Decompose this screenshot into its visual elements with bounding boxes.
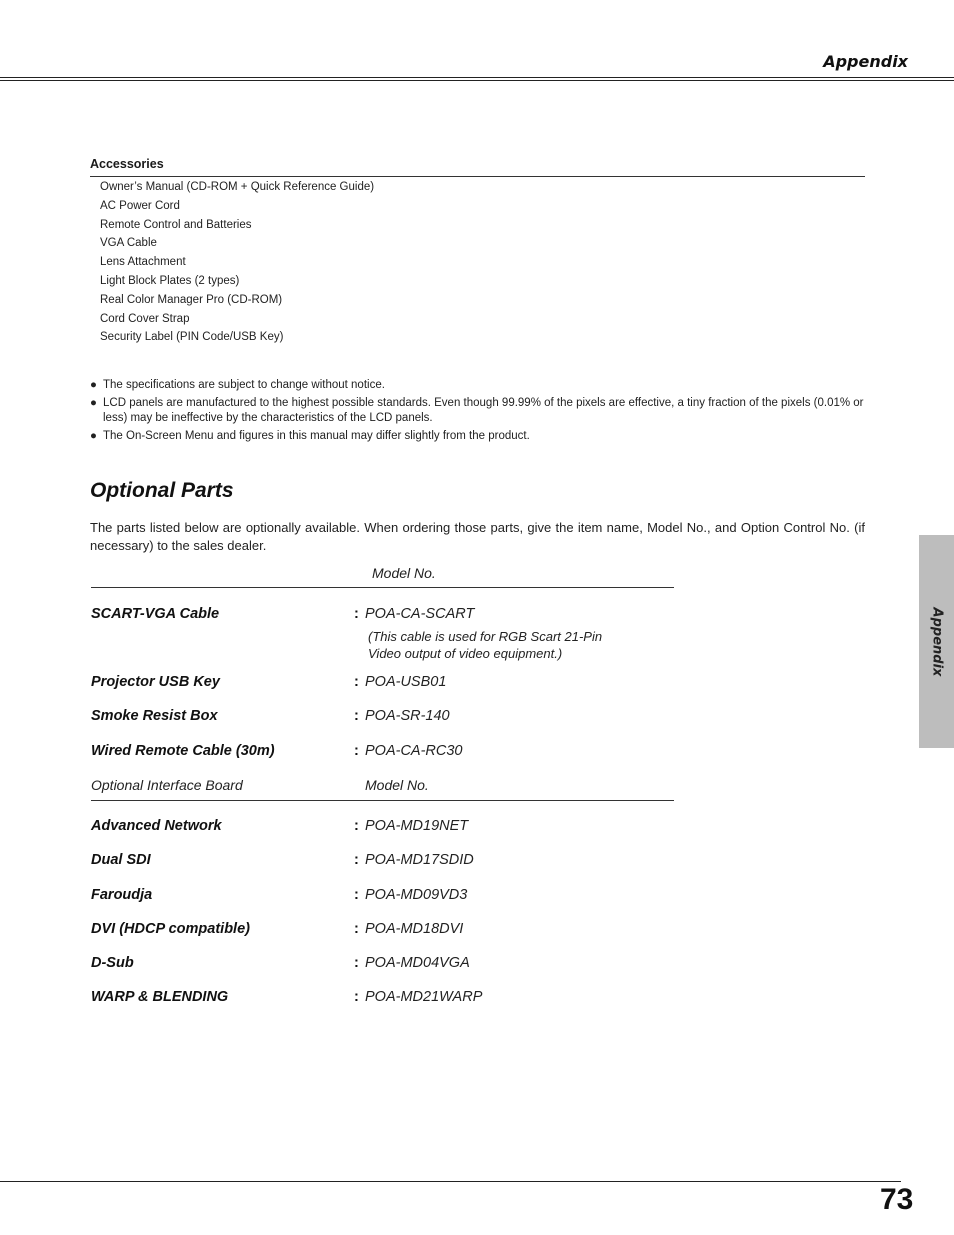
notes-list (90, 378, 865, 446)
note-text: LCD panels are manufactured to the highest possible standards. Even though 99.99% of the pixels are effective, a tiny fraction of the pixels (0.01% or less) may be ineffective by the characteristics of the LCD panels. (103, 396, 864, 424)
board-name: DVI (HDCP compatible) (91, 921, 250, 937)
separator-colon: : (354, 955, 359, 971)
appendix-side-tab (919, 535, 954, 748)
part-model: POA-CA-SCART (365, 606, 475, 622)
header-rule-top (0, 77, 954, 78)
part-model: POA-CA-RC30 (365, 743, 463, 759)
note-item (90, 429, 865, 445)
board-model: POA-MD18DVI (365, 921, 464, 937)
bullet-icon: ● (90, 429, 97, 442)
board-model-column-header: Model No. (365, 777, 429, 793)
board-model: POA-MD09VD3 (365, 887, 468, 903)
scart-note (368, 629, 602, 662)
board-model: POA-MD21WARP (365, 989, 483, 1005)
note-item (90, 378, 865, 394)
list-item: AC Power Cord (100, 199, 180, 212)
part-name: SCART-VGA Cable (91, 606, 220, 622)
scart-note-line: (This cable is used for RGB Scart 21-Pin (368, 629, 603, 644)
board-name: Advanced Network (91, 818, 222, 834)
board-model: POA-MD17SDID (365, 852, 474, 868)
separator-colon: : (354, 743, 359, 759)
separator-colon: : (354, 708, 359, 724)
header-rule-bottom (0, 80, 954, 81)
list-item: Real Color Manager Pro (CD-ROM) (100, 293, 283, 306)
bullet-icon: ● (90, 379, 97, 391)
accessories-title: Accessories (90, 157, 164, 171)
list-item: Cord Cover Strap (100, 312, 190, 325)
note-text: The specifications are subject to change without notice. (103, 379, 385, 391)
separator-colon: : (354, 887, 359, 903)
list-item: Remote Control and Batteries (100, 218, 252, 231)
board-model: POA-MD04VGA (365, 955, 470, 971)
page-number: 73 (880, 1183, 914, 1216)
list-item: Lens Attachment (100, 256, 186, 269)
list-item: VGA Cable (100, 237, 157, 250)
bullet-icon: ● (90, 396, 97, 409)
separator-colon: : (354, 989, 359, 1005)
scart-note-line: Video output of video equipment.) (368, 645, 563, 661)
part-name: Wired Remote Cable (30m) (91, 743, 275, 759)
board-name: D-Sub (91, 955, 134, 971)
separator-colon: : (354, 818, 359, 834)
board-model: POA-MD19NET (365, 818, 469, 834)
section-title: Optional Parts (90, 479, 234, 502)
board-name: Dual SDI (91, 852, 151, 868)
part-model: POA-USB01 (365, 674, 447, 690)
table-rule (91, 587, 674, 588)
board-name: Faroudja (91, 887, 153, 903)
model-column-header: Model No. (372, 565, 436, 581)
list-item: Owner’s Manual (CD-ROM + Quick Reference Guide) (100, 181, 375, 193)
list-item: Security Label (PIN Code/USB Key) (100, 331, 284, 344)
accessories-list (100, 178, 374, 347)
side-tab-label: Appendix (929, 607, 944, 676)
note-text: The On-Screen Menu and figures in this manual may differ slightly from the product. (103, 429, 530, 442)
separator-colon: : (354, 852, 359, 868)
part-name: Smoke Resist Box (91, 708, 218, 724)
part-model: POA-SR-140 (365, 708, 450, 724)
board-column-header: Optional Interface Board (91, 777, 243, 793)
separator-colon: : (354, 606, 359, 622)
intro-paragraph: The parts listed below are optionally available. When ordering those parts, give the item name, Model No., and Option Control No. (if necessary) to the sales dealer. (90, 520, 865, 553)
part-name: Projector USB Key (91, 674, 220, 690)
separator-colon: : (354, 921, 359, 937)
header-title: Appendix (823, 52, 908, 71)
board-name: WARP & BLENDING (91, 989, 229, 1005)
accessories-rule (90, 176, 865, 177)
table-rule (91, 800, 674, 801)
list-item: Light Block Plates (2 types) (100, 274, 240, 287)
footer-rule (0, 1181, 901, 1182)
note-item (90, 396, 865, 427)
separator-colon: : (354, 674, 359, 690)
